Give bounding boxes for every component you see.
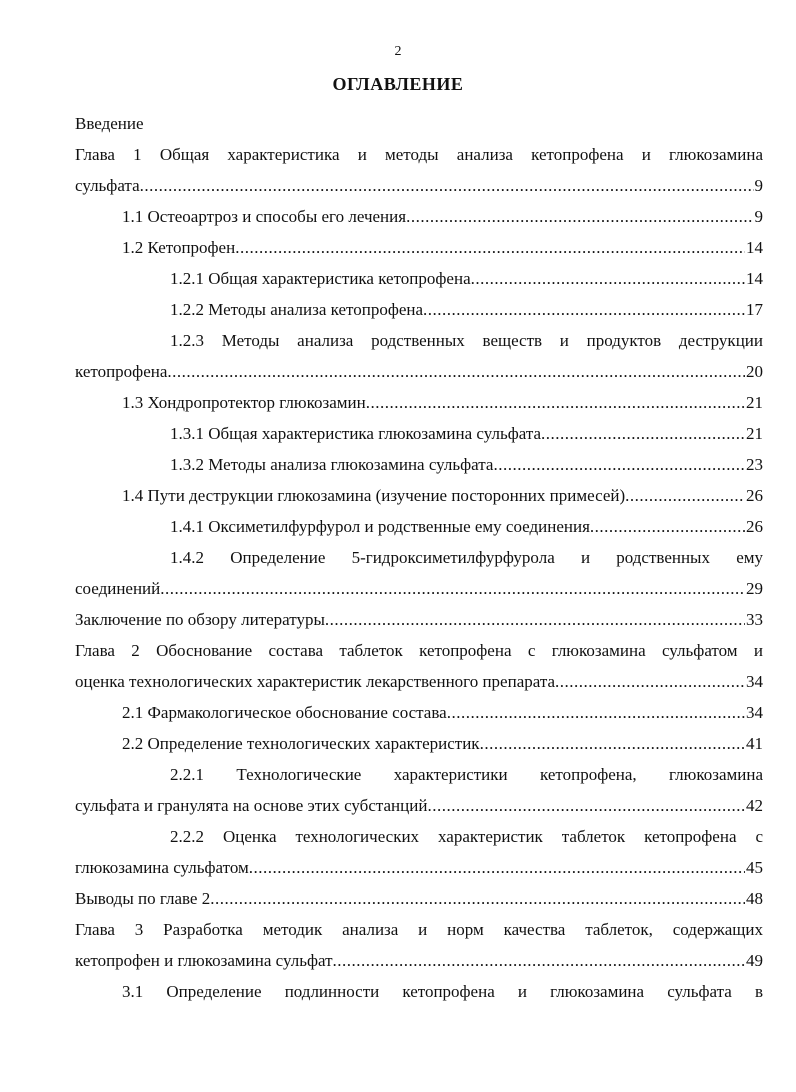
toc-entry-1-4 xyxy=(75,480,763,511)
toc-text: 1.3.1 Общая характеристика глюкозамина сульфата xyxy=(170,424,542,443)
dot-leader xyxy=(555,666,745,697)
toc-entry-1-1 xyxy=(75,201,763,232)
toc-page: 23 xyxy=(746,455,763,474)
toc-entry-ch2-line1: Глава 2 Обоснование состава таблеток кетопрофена с глюкозамина сульфатом и xyxy=(75,641,763,660)
toc-page: 41 xyxy=(746,734,763,753)
toc-entry-ch1-line2 xyxy=(75,170,763,201)
toc-entry-1-4-2-line2 xyxy=(75,573,763,604)
dot-leader xyxy=(625,480,745,511)
toc-text: кетопрофен и глюкозамина сульфат xyxy=(75,951,333,970)
toc-text: Выводы по главе 2 xyxy=(75,889,211,908)
toc-page: 29 xyxy=(746,579,763,598)
toc-entry-3-1-line1: 3.1 Определение подлинности кетопрофена и глюкозамина сульфата в xyxy=(122,982,763,1001)
toc-entry-1-4-1 xyxy=(75,511,763,542)
dot-leader xyxy=(423,294,745,325)
dot-leader xyxy=(406,201,753,232)
toc-text: сульфата xyxy=(75,176,140,195)
table-of-contents xyxy=(75,108,763,1007)
dot-leader xyxy=(140,170,754,201)
toc-text: 1.4 Пути деструкции глюкозамина (изучение посторонних примесей) xyxy=(122,486,626,505)
toc-page: 9 xyxy=(754,207,763,226)
toc-entry-2-1 xyxy=(75,697,763,728)
toc-text: сульфата и гранулята на основе этих субстанций xyxy=(75,796,428,815)
toc-entry-ch2-line2 xyxy=(75,666,763,697)
toc-entry-2-2 xyxy=(75,728,763,759)
toc-text: 1.3 Хондропротектор глюкозамин xyxy=(122,393,366,412)
toc-entry-ch3-line1: Глава 3 Разработка методик анализа и норм качества таблеток, содержащих xyxy=(75,920,763,939)
dot-leader xyxy=(366,387,745,418)
toc-entry-ch1-line1: Глава 1 Общая характеристика и методы анализа кетопрофена и глюкозамина xyxy=(75,145,763,164)
toc-text: оценка технологических характеристик лекарственного препарата xyxy=(75,672,556,691)
toc-text: 1.2 Кетопрофен xyxy=(122,238,236,257)
dot-leader xyxy=(493,449,745,480)
toc-entry-intro: Введение xyxy=(75,114,144,133)
toc-entry-1-2-3-line1: 1.2.3 Методы анализа родственных веществ и продуктов деструкции xyxy=(170,331,763,350)
toc-text: Заключение по обзору литературы xyxy=(75,610,325,629)
dot-leader xyxy=(210,883,745,914)
toc-page: 14 xyxy=(746,238,763,257)
dot-leader xyxy=(541,418,745,449)
dot-leader xyxy=(447,697,745,728)
dot-leader xyxy=(333,945,746,976)
toc-entry-1-2-1 xyxy=(75,263,763,294)
toc-entry-1-3 xyxy=(75,387,763,418)
dot-leader xyxy=(427,790,745,821)
toc-entry-1-4-2-line1: 1.4.2 Определение 5-гидроксиметилфурфурола и родственных ему xyxy=(170,548,763,567)
toc-page: 26 xyxy=(746,517,763,536)
dot-leader xyxy=(480,728,745,759)
toc-entry-1-2 xyxy=(75,232,763,263)
toc-page: 34 xyxy=(746,672,763,691)
toc-text: 1.2.2 Методы анализа кетопрофена xyxy=(170,300,424,319)
toc-entry-1-2-2 xyxy=(75,294,763,325)
toc-text: 2.1 Фармакологическое обоснование состава xyxy=(122,703,447,722)
toc-page: 45 xyxy=(746,858,763,877)
toc-page: 9 xyxy=(754,176,763,195)
page-title: ОГЛАВЛЕНИЕ xyxy=(332,74,464,94)
toc-page: 21 xyxy=(746,393,763,412)
toc-entry-2-2-1-line2 xyxy=(75,790,763,821)
toc-entry-ch3-line2 xyxy=(75,945,763,976)
dot-leader xyxy=(160,573,745,604)
toc-entry-1-3-2 xyxy=(75,449,763,480)
toc-page: 48 xyxy=(746,889,763,908)
toc-page: 34 xyxy=(746,703,763,722)
dot-leader xyxy=(325,604,745,635)
toc-entry-2-2-2-line2 xyxy=(75,852,763,883)
toc-text: 1.1 Остеоартроз и способы его лечения xyxy=(122,207,407,226)
toc-page: 17 xyxy=(746,300,763,319)
toc-text: соединений xyxy=(75,579,161,598)
toc-text: 1.3.2 Методы анализа глюкозамина сульфата xyxy=(170,455,494,474)
toc-page: 42 xyxy=(746,796,763,815)
toc-text: глюкозамина сульфатом xyxy=(75,858,249,877)
dot-leader xyxy=(590,511,745,542)
toc-page: 26 xyxy=(746,486,763,505)
toc-entry-lit-conclusion xyxy=(75,604,763,635)
toc-text: кетопрофена xyxy=(75,362,168,381)
dot-leader xyxy=(471,263,745,294)
toc-entry-1-3-1 xyxy=(75,418,763,449)
toc-page: 20 xyxy=(746,362,763,381)
toc-text: 2.2 Определение технологических характеристик xyxy=(122,734,480,753)
dot-leader xyxy=(167,356,745,387)
dot-leader xyxy=(235,232,745,263)
toc-entry-1-2-3-line2 xyxy=(75,356,763,387)
toc-text: 1.2.1 Общая характеристика кетопрофена xyxy=(170,269,471,288)
toc-entry-ch2-conclusions xyxy=(75,883,763,914)
toc-page: 49 xyxy=(746,951,763,970)
toc-entry-2-2-2-line1: 2.2.2 Оценка технологических характеристик таблеток кетопрофена с xyxy=(170,827,763,846)
dot-leader xyxy=(249,852,745,883)
page-number: 2 xyxy=(394,44,402,59)
toc-page: 33 xyxy=(746,610,763,629)
toc-page: 14 xyxy=(746,269,763,288)
toc-page: 21 xyxy=(746,424,763,443)
toc-text: 1.4.1 Оксиметилфурфурол и родственные ему соединения xyxy=(170,517,590,536)
toc-entry-2-2-1-line1: 2.2.1 Технологические характеристики кетопрофена, глюкозамина xyxy=(170,765,763,784)
